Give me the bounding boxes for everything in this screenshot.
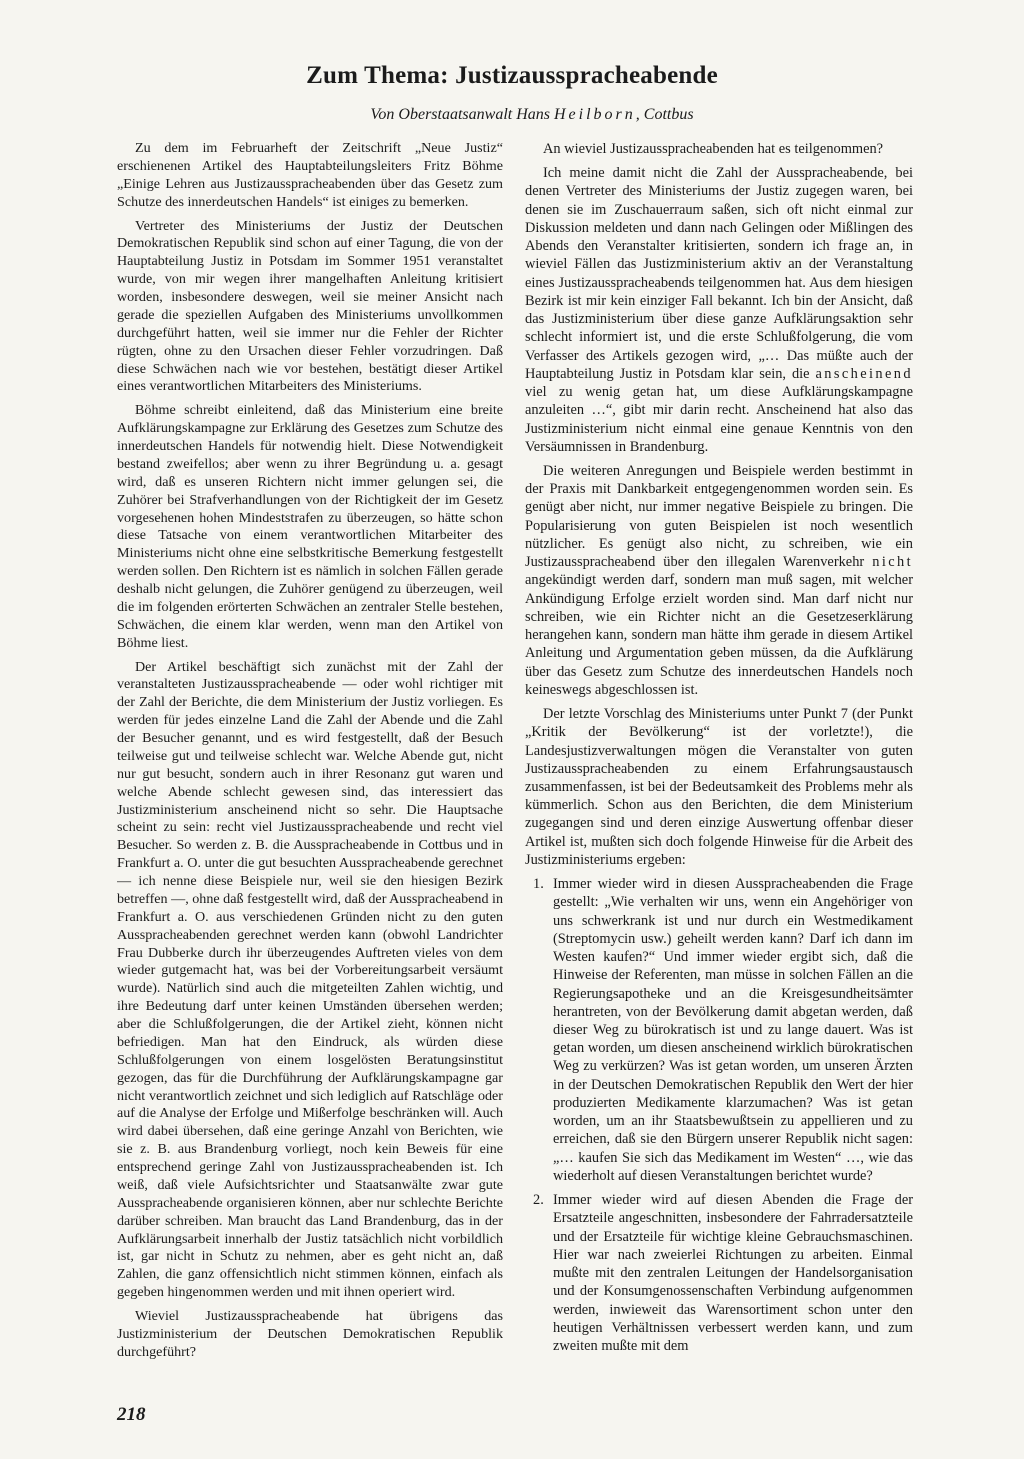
- paragraph: [525, 462, 913, 699]
- list-number: 1.: [533, 876, 544, 893]
- text-run: Ich meine damit nicht die Zahl der Ausspracheabende, bei denen Vertreter des Ministeriums der Justiz zugegen waren, bei denen sie im Zuschauerraum saßen, sich oft nicht einmal zur Diskussion meldeten und dann nach Gelingen oder Mißlingen des Abends den Veranstalter kritisierten, sondern ich frage an, in wieviel Fällen das Justizministerium aktiv an der Veranstaltung eines Justizausspracheabends teilgenommen hat. Aus dem hiesigen Bezirk ist mir kein einziger Fall bekannt. Ich bin der Ansicht, daß das Justizministerium über diese ganze Aufklärungsaktion sehr schlecht informiert ist, und die erste Schlußfolgerung, die vom Verfasser des Artikels gezogen wird, „… Das müßte auch der Hauptabteilung Justiz in Potsdam klar sein, die: [525, 165, 913, 382]
- byline-prefix: Von Oberstaatsanwalt Hans: [370, 106, 554, 123]
- paragraph: An wieviel Justizausspracheabenden hat es teilgenommen?: [543, 141, 884, 157]
- text-run: viel zu wenig getan hat, um diese Aufklärungskampagne anzuleiten …“, gibt mir darin recht. Anscheinend hat also das Justizministerium nicht einmal eine genaue Kenntnis von den Versäumnissen in Brandenburg.: [525, 384, 913, 455]
- list-item: [525, 1191, 913, 1355]
- byline-suffix: , Cottbus: [635, 106, 694, 123]
- article-byline: [0, 106, 1024, 124]
- list-item-text: Immer wieder wird auf diesen Abenden die Frage der Ersatzteile angeschnitten, insbesondere der Fahrradersatzteile und der Ersatzteile für wichtige kleine Gebrauchsmaschinen. Hier war nach zweierlei Richtungen zu arbeiten. Einmal mußte mit den zentralen Leitungen der Handelsorganisation und der Konsumgenossenschaften Verbindung aufgenommen werden, inwieweit das Warensortiment schon unter den heutigen Verhältnissen verbessert werden kann, und zum zweiten mußte mit dem: [553, 1192, 913, 1354]
- left-column: [117, 140, 503, 1380]
- list-item-text: Immer wieder wird in diesen Ausspracheabenden die Frage gestellt: „Wie verhalten wir uns, wenn ein Angehöriger von uns schwerkrank ist und nur durch ein Westmedikament (Streptomycin usw.) geheilt werden kann? Darf ich dann im Westen kaufen?“ Und immer wieder ergibt sich, daß die Hinweise der Referenten, man müsse in solchen Fällen an die Regierungsapotheke und an die Kreisgesundheitsämter herantreten, von der Bevölkerung damit abgetan werden, daß dieser Weg zu bürokratisch ist und zu lange dauert. Was ist getan worden, um diesen anscheinend wirklich bürokratischen Weg zu verkürzen? Was ist getan worden, um unseren Ärzten in der Deutschen Demokratischen Republik den Wert der hier produzierten Medikamente klarzumachen? Was ist getan worden, um an ihr Staatsbewußtsein zu appellieren und zu erreichen, daß sie den Bürgern unserer Republik nicht sagen: „… kaufen Sie sich das Medikament im Westen“ …, wie das wiederholt auf diesen Veranstaltungen berichtet wurde?: [553, 876, 913, 1184]
- numbered-list: [525, 875, 913, 1355]
- paragraph: Der Artikel beschäftigt sich zunächst mit der Zahl der veranstalteten Justizausspracheabende — oder wohl richtiger mit der Zahl der Berichte, die dem Ministerium der Justiz vorliegen. Es werden für jedes einzelne Land die Zahl der Abende und die Zahl der Besucher genannt, und es wird festgestellt, daß der Besuch teilweise gut und teilweise schlecht war. Welche Abende gut, nicht nur gut besucht, sondern auch in ihrer Resonanz gut waren und welche Abende schlecht gewesen sind, das interessiert das Justizministerium anscheinend nicht so sehr. Die Hauptsache scheint zu sein: recht viel Justizausspracheabende und recht viel Besucher. So werden z. B. die Ausspracheabende in Cottbus und in Frankfurt a. O. unter die gut besuchten Ausspracheabende gerechnet — ich nenne diese Beispiele nur, weil sie den hiesigen Bezirk betreffen —, ohne daß festgestellt wird, daß der Ausspracheabend in Frankfurt a. O. aus verschiedenen Gründen nicht zu den guten Ausspracheabenden gerechnet werden kann (obwohl Landrichter Frau Dubberke durch ihr überzeugendes Auftreten vieles von dem wieder gutgemacht hat, was bei der Vorbereitungsarbeit versäumt wurde). Natürlich sind auch die mitgeteilten Zahlen wichtig, und ihre Bedeutung darf unter keinen Umständen übersehen werden; aber die Schlußfolgerungen, die der Artikel zieht, können nicht befriedigen. Man hat den Eindruck, als würden diese Schlußfolgerungen von einem losgelösten Beratungsinstitut gezogen, das für die Durchführung der Aufklärungskampagne gar nicht verantwortlich zeichnet und sich lediglich auf Ratschläge oder auf die Analyse der Erfolge und Mißerfolge beschränken will. Auch wird dabei übersehen, daß eine geringe Anzahl von Berichten, wie sie z. B. aus Brandenburg vorliegt, noch kein Beweis für eine entsprechend geringe Zahl von Justizausspracheabenden ist. Ich weiß, daß viele Aufsichtsrichter und Staatsanwälte zwar gute Ausspracheabende organisieren können, aber nur schlechte Berichte darüber schreiben. Man braucht das Land Brandenburg, das in der Aufklärungsarbeit innerhalb der Justiz tatsächlich nicht vorbildlich ist, gar nicht in Schutz zu nehmen, aber es geht nicht an, daß Zahlen, die ganz offensichtlich nicht stimmen können, einfach als gegeben hingenommen werden und mit ihnen operiert wird.: [117, 658, 503, 1301]
- emphasis-spaced: anscheinend: [815, 365, 913, 382]
- text-run: angekündigt werden darf, sondern man muß sagen, mit welcher Ankündigung Erfolge erzielt worden sind. Man darf nicht nur schreiben, wie ein Richter nicht an die Gesetzeserklärung herangehen kann, sondern man hätte ihm gerade in diesem Artikel Anleitung und Argumentation geben müssen, da die Aufklärung über das Gesetz zum Schutze des innerdeutschen Handels noch keineswegs abgeschlossen ist.: [525, 572, 913, 698]
- paragraph: [525, 164, 913, 456]
- emphasis-spaced: nicht: [872, 554, 913, 571]
- right-column: [525, 140, 913, 1380]
- list-number: 2.: [533, 1192, 544, 1209]
- paragraph: Vertreter des Ministeriums der Justiz der Deutschen Demokratischen Republik sind schon auf einer Tagung, die von der Hauptabteilung Justiz in Potsdam im Sommer 1951 veranstaltet wurde, von mir wegen ihrer mangelhaften Anleitung kritisiert worden, insbesondere deswegen, weil sie meiner Ansicht nach gerade die speziellen Aufgaben des Ministeriums unvollkommen durchgeführt hatten, weil sie immer nur die Fehler der Richter rügten, ohne zu den Ursachen dieser Fehler vorzudringen. Daß diese Schwächen nach wie vor bestehen, bestätigt dieser Artikel eines verantwortlichen Mitarbeiters des Ministeriums.: [117, 217, 503, 395]
- list-item: [525, 875, 913, 1185]
- author-name: Heilborn: [554, 106, 636, 123]
- text-run: Die weiteren Anregungen und Beispiele werden bestimmt in der Praxis mit Dankbarkeit entgegengenommen worden sein. Es genügt aber nicht, nur immer negative Beispiele zu bringen. Die Popularisierung von guten Beispielen ist noch wesentlich nützlicher. Es genügt also nicht, zu schreiben, wie ein Justizausspracheabend über den illegalen Warenverkehr: [525, 462, 913, 571]
- paragraph: Der letzte Vorschlag des Ministeriums unter Punkt 7 (der Punkt „Kritik der Bevölkerung“ ist der vorletzte!), die Landesjustizverwaltungen mögen die Veranstalter von guten Justizausspracheabenden zu einem Erfahrungsaustausch zusammenfassen, ist bei der Bedeutsamkeit des Problems mehr als kümmerlich. Schon aus den Berichten, die dem Ministerium zugegangen sind und deren einzige Auswertung offenbar dieser Artikel ist, mußten sich doch folgende Hinweise für die Arbeit des Justizministeriums ergeben:: [525, 706, 913, 868]
- paragraph: Böhme schreibt einleitend, daß das Ministerium eine breite Aufklärungskampagne zur Erklärung des Gesetzes zum Schutze des innerdeutschen Handels für notwendig hielt. Diese Notwendigkeit bestand zweifellos; aber wenn zu ihrer Begründung u. a. gesagt wird, daß es unseren Richtern nicht immer gelungen sei, die Zuhörer bei Strafverhandlungen von der Richtigkeit der im Gesetz vorgesehenen hohen Mindeststrafen zu überzeugen, so hätte schon diese Tatsache von einem verantwortlichen Mitarbeiter des Ministeriums nicht ohne eine selbstkritische Bemerkung festgestellt werden sollen. Den Richtern ist es nämlich in solchen Fällen gerade deshalb nicht gelungen, die Zuhörer genügend zu überzeugen, weil die im folgenden erörterten Schwächen an zentraler Stelle bestehen, Schwächen, die einem klar werden, wenn man den Artikel von Böhme liest.: [117, 402, 503, 651]
- page-number: 218: [117, 1404, 146, 1425]
- paragraph: Wieviel Justizausspracheabende hat übrigens das Justizministerium der Deutschen Demokratischen Republik durchgeführt?: [117, 1308, 503, 1360]
- article-title: Zum Thema: Justizausspracheabende: [306, 62, 718, 89]
- paragraph: Zu dem im Februarheft der Zeitschrift „Neue Justiz“ erschienenen Artikel des Hauptabteilungsleiters Fritz Böhme „Einige Lehren aus Justizausspracheabenden über das Gesetz zum Schutze des innerdeutschen Handels“ ist einiges zu bemerken.: [117, 140, 503, 210]
